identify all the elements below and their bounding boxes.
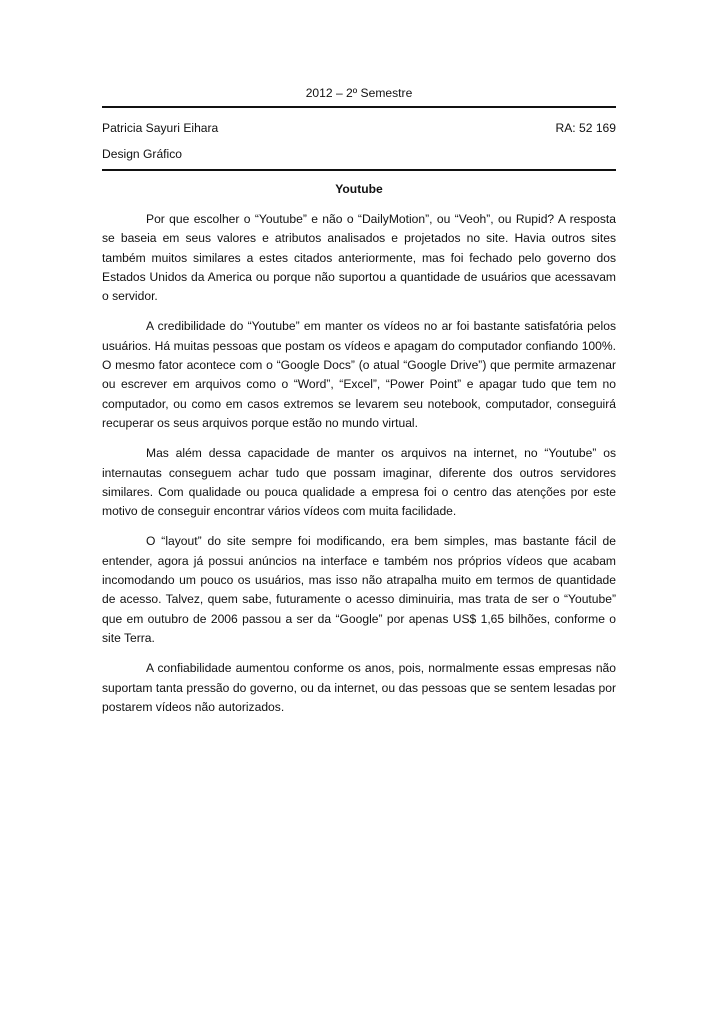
course-name: Design Gráfico [102,147,182,161]
student-ra: RA: 52 169 [555,121,616,135]
paragraph-2: A credibilidade do “Youtube” em manter os vídeos no ar foi bastante satisfatória pelos usuários. Há muitas pessoas que postam os vídeos e apagam do computador confiando 100%. O mesmo fator acontece com o “Google Docs” (o atual “Google Drive”) que permite armazenar ou escrever em arquivos como o “Word”, “Excel”, “Power Point” e apagar tudo que tem no computador, ou como em casos extremos se levarem seu notebook, computador, conseguirá recuperar os seus arquivos porque estão no mundo virtual. [102,319,616,430]
document-title: Youtube [335,182,383,196]
header-rule-bottom [102,169,616,171]
paragraph-5: A confiabilidade aumentou conforme os anos, pois, normalmente essas empresas não suportam tanta pressão do governo, ou da internet, ou das pessoas que se sentem lesadas por postarem vídeos não autorizados. [102,661,616,714]
header-rule-top [102,106,616,108]
paragraph-3: Mas além dessa capacidade de manter os arquivos na internet, no “Youtube” os internautas conseguem achar tudo que possam imaginar, diferente dos outros servidores similares. Com qualidade ou pouca qualidade a empresa foi o centro das atenções por este motivo de conseguir encontrar vários vídeos com muita facilidade. [102,446,616,519]
paragraph-1: Por que escolher o “Youtube” e não o “DailyMotion”, ou “Veoh”, ou Rupid? A resposta se baseia em seus valores e atributos analisados e projetados no site. Havia outros sites também muitos similares a estes citados anteriormente, mas foi fechado pelo governo dos Estados Unidos da America ou porque não suportou a quantidade de usuários que acessavam o servidor. [102,212,616,304]
semester-header: 2012 – 2º Semestre [305,86,413,100]
paragraph-4: O “layout” do site sempre foi modificando, era bem simples, mas bastante fácil de entender, agora já possui anúncios na interface e também nos próprios vídeos que acabam incomodando um pouco os usuários, mas isso não atrapalha muito em termos de quantidade de acesso. Talvez, quem sabe, futuramente o acesso diminuiria, mas trata de ser o “Youtube” que em outubro de 2006 passou a ser da “Google” por apenas US$ 1,65 bilhões, conforme o site Terra. [102,534,616,645]
student-name: Patricia Sayuri Eihara [102,121,219,135]
student-row [102,119,616,138]
document-page [102,84,616,717]
course-row [102,145,616,164]
